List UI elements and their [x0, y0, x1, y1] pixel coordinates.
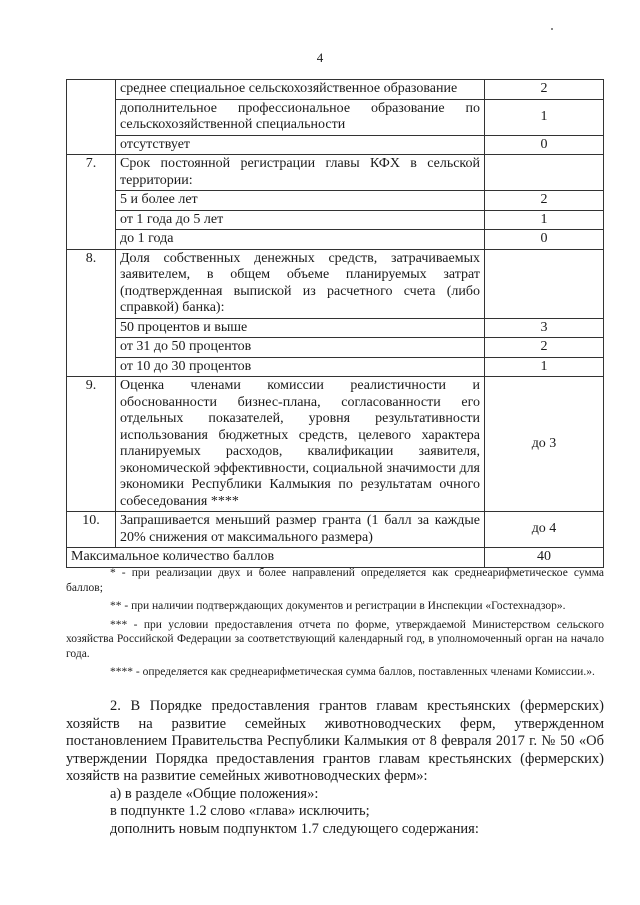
points-cell — [485, 155, 604, 191]
table-row — [67, 99, 604, 135]
criterion-text: от 1 года до 5 лет — [116, 210, 485, 230]
criterion-text: Срок постоянной регистрации главы КФХ в сельской территории: — [116, 155, 485, 191]
row-number: 9. — [67, 377, 116, 512]
footnotes — [66, 566, 604, 684]
scan-speck — [551, 28, 553, 30]
criterion-text: 5 и более лет — [116, 191, 485, 211]
table-row — [67, 80, 604, 100]
points-cell: 2 — [485, 80, 604, 100]
table-row — [67, 249, 604, 318]
total-value: 40 — [485, 548, 604, 568]
criterion-text: среднее специальное сельскохозяйственное образование — [116, 80, 485, 100]
table-row — [67, 357, 604, 377]
points-cell: 3 — [485, 318, 604, 338]
criterion-text: Оценка членами комиссии реалистичности и обоснованности бизнес-плана, согласованности его отдельных показателей, уровня результативности использования бюджетных средств, целевого характера планируемых расходов, квалификации заявителя, экономической эффективности, социальной значимости для экономики Республики Калмыкия по результатам очного собеседования **** — [116, 377, 485, 512]
points-cell: до 4 — [485, 512, 604, 548]
table-row — [67, 230, 604, 250]
points-cell: 1 — [485, 99, 604, 135]
table-row — [67, 135, 604, 155]
criterion-text: от 31 до 50 процентов — [116, 338, 485, 358]
item-a: а) в разделе «Общие положения»: — [110, 785, 319, 802]
criterion-text: Доля собственных денежных средств, затрачиваемых заявителем, в общем объеме планируемых затрат (подтвержденная выпиской из расчетного счета (либо справкой) банка): — [116, 249, 485, 318]
footnote: ** - при наличии подтверждающих документов и регистрации в Инспекции «Гостехнадзор». — [110, 600, 566, 612]
points-cell: 0 — [485, 135, 604, 155]
total-row — [67, 548, 604, 568]
points-cell: 2 — [485, 338, 604, 358]
points-cell: 2 — [485, 191, 604, 211]
footnote: * - при реализации двух и более направлений определяется как среднеарифметическое сумма баллов; — [66, 567, 604, 594]
table-row — [67, 512, 604, 548]
row-number — [67, 80, 116, 155]
table-row — [67, 155, 604, 191]
table-row — [67, 191, 604, 211]
criterion-text: Запрашивается меньший размер гранта (1 балл за каждые 20% снижения от максимального размера) — [116, 512, 485, 548]
points-cell: 1 — [485, 357, 604, 377]
row-number: 7. — [67, 155, 116, 250]
criterion-text: 50 процентов и выше — [116, 318, 485, 338]
scoring-table — [66, 79, 604, 568]
table-row — [67, 338, 604, 358]
table-row — [67, 377, 604, 512]
criterion-text: до 1 года — [116, 230, 485, 250]
item-c: дополнить новым подпунктом 1.7 следующего содержания: — [110, 820, 479, 837]
table-row — [67, 318, 604, 338]
footnote: *** - при условии предоставления отчета по форме, утверждаемой Министерством сельского хозяйства Российской Федерации за соответствующий календарный год, в уполномоченный орган на начало года. — [66, 618, 604, 660]
criterion-text: от 10 до 30 процентов — [116, 357, 485, 377]
points-cell: 1 — [485, 210, 604, 230]
footnote: **** - определяется как среднеарифметическая сумма баллов, поставленных членами Комиссии.». — [110, 666, 595, 678]
total-label: Максимальное количество баллов — [67, 548, 485, 568]
points-cell: 0 — [485, 230, 604, 250]
paragraph-2: 2. В Порядке предоставления грантов главам крестьянских (фермерских) хозяйств на развитие семейных животноводческих ферм, утвержденном постановлением Правительства Республики Калмыкия от 8 февраля 2017 г. № 50 «Об утверждении Порядка предоставления грантов главам крестьянских (фермерских) хозяйств на развитие семейных животноводческих ферм»: — [66, 698, 604, 784]
points-cell — [485, 249, 604, 318]
page-number: 4 — [316, 50, 324, 65]
table-row — [67, 210, 604, 230]
body-text — [66, 698, 604, 838]
criterion-text: отсутствует — [116, 135, 485, 155]
criterion-text: дополнительное профессиональное образование по сельскохозяйственной специальности — [116, 99, 485, 135]
item-b: в подпункте 1.2 слово «глава» исключить; — [110, 803, 370, 819]
points-cell: до 3 — [485, 377, 604, 512]
row-number: 8. — [67, 249, 116, 377]
row-number: 10. — [67, 512, 116, 548]
scoring-table-body — [67, 80, 604, 548]
